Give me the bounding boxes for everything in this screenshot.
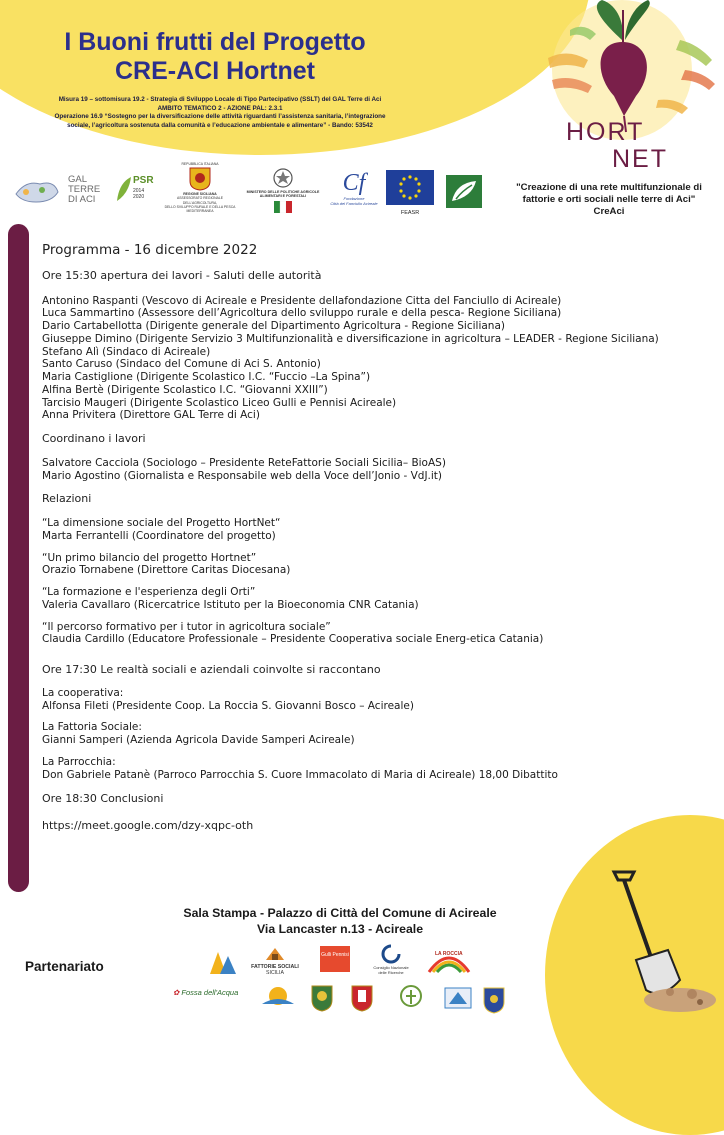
municipal-crest-1 <box>310 982 334 1012</box>
speakers-list <box>42 294 659 423</box>
project-info <box>35 96 405 130</box>
cnr-text: delle Ricerche <box>378 970 404 975</box>
gal-logo-text: DI ACI <box>68 194 96 205</box>
project-info-line: Misura 19 – sottomisura 19.2 - Strategia di Sviluppo Locale di Tipo Partecipativo (SSLT) del GAL Terre di Aci <box>58 96 382 103</box>
partner-logo-tree <box>396 984 426 1012</box>
fossa-dell-acqua-logo <box>173 988 249 997</box>
tagline-line: fattorie e orti sociali nelle terre di Aci" <box>522 194 696 205</box>
speaker-item: Alfina Bertè (Dirigente Scolastico I.C. “Giovanni XXIII”) <box>42 383 328 396</box>
cnr-text: Consiglio Nazionale <box>373 965 409 970</box>
roccia-text: LA ROCCIA <box>435 951 463 957</box>
fossa-text: Fossa dell'Acqua <box>181 988 239 997</box>
brand-hort: HORT <box>566 118 645 146</box>
farm-icon <box>264 946 286 962</box>
conclusion-heading: Ore 18:30 Conclusioni <box>42 792 164 806</box>
meet-link[interactable]: https://meet.google.com/dzy-xqpc-oth <box>42 819 254 832</box>
region-name: REGIONE SICILIANA <box>183 192 217 197</box>
relazioni-heading: Relazioni <box>42 492 92 506</box>
ministry-text: ALIMENTARI E FORESTALI <box>259 194 307 199</box>
page-title-line1: I Buoni frutti del Progetto <box>64 28 366 56</box>
relazione-speaker: Claudia Cardillo (Educatore Professionale – Presidente Cooperativa sociale Energ-etica Catania) <box>42 633 544 646</box>
feasr-text: FEASR <box>400 210 420 216</box>
institutional-logos <box>10 162 500 218</box>
opening-heading: Ore 15:30 apertura dei lavori - Saluti delle autorità <box>42 268 322 282</box>
speaker-item: Giuseppe Dimino (Dirigente Servizio 3 Multifunzionalità e diversificazione in agricoltura – LEADER - Regione Siciliana) <box>42 332 659 345</box>
relazione-speaker: Orazio Tornabene (Direttore Caritas Diocesana) <box>42 564 291 577</box>
feasr-eu-logo <box>386 170 434 216</box>
cnr-logo <box>366 944 416 975</box>
venue-info <box>130 905 550 937</box>
fossa-icon: ✿ <box>173 988 180 997</box>
la-roccia-logo <box>425 948 473 974</box>
gal-logo-text: GAL <box>68 174 88 185</box>
italian-emblem-icon <box>273 168 293 188</box>
cf-name: Città del Fanciullo Acireale <box>330 201 378 206</box>
ministero-logo <box>245 166 321 218</box>
realta-label: La Fattoria Sociale: <box>42 721 142 734</box>
realta-label: La cooperativa: <box>42 686 124 699</box>
brand-net: NET <box>612 145 668 173</box>
venue-line: Sala Stampa - Palazzo di Città del Comune di Acireale <box>183 906 497 920</box>
project-info-line: sociale, l’agricoltura sostenuta dalla comunità e l’educazione ambientale e alimentare” - Bando: 53542 <box>67 121 373 129</box>
speaker-item: Dario Cartabellotta (Dirigente generale del Dipartimento Agricoltura - Regione Siciliana) <box>42 320 505 332</box>
eu-flag-icon <box>386 170 434 205</box>
cnr-icon <box>380 944 402 964</box>
tagline-line: CreAci <box>593 206 625 217</box>
speaker-item: Anna Privitera (Direttore GAL Terre di Aci) <box>42 409 260 422</box>
citta-del-fanciullo-logo <box>326 170 382 214</box>
speaker-item: Tarcisio Maugeri (Dirigente Scolastico Liceo Gulli e Pennisi Acireale) <box>42 396 397 409</box>
relazione-title: “Un primo bilancio del progetto Hortnet” <box>42 551 257 564</box>
gulli-pennisi-logo: Gulli Pennisi <box>320 946 350 972</box>
realta-heading: Ore 17:30 Le realtà sociali e aziendali coinvolte si raccontano <box>42 663 381 676</box>
speaker-item: Luca Sammartino (Assessore dell’Agricoltura dello sviluppo rurale e della pesca- Regione Siciliana) <box>42 307 562 320</box>
municipal-crest-3 <box>482 984 506 1014</box>
cf-letters: Cf <box>342 170 366 196</box>
gal-logo-text: TERRE <box>68 184 101 195</box>
partner-logo-1 <box>206 948 240 978</box>
coordinator-item: Mario Agostino (Giornalista e Responsabile web della Voce dell’Jonio - VdJ.it) <box>42 469 443 482</box>
cf-name: Fondazione <box>343 196 365 201</box>
realta-label: La Parrocchia: <box>42 755 116 768</box>
region-desc: DELLO SVILUPPO RURALE E DELLA PESCA <box>164 204 236 209</box>
coordinator-item: Salvatore Cacciola (Sociologo – Presidente ReteFattorie Sociali Sicilia– BioAS) <box>42 456 446 469</box>
gal-terre-di-aci-logo <box>68 175 112 205</box>
region-desc: MEDITERRANEA <box>186 209 214 214</box>
regione-shield-icon <box>189 167 211 191</box>
partner-logo-school <box>443 984 473 1012</box>
speaker-item: Stefano Alì (Sindaco di Acireale) <box>42 345 211 358</box>
coordinators-heading: Coordinano i lavori <box>42 432 146 445</box>
realta-person: Gianni Samperi (Azienda Agricola Davide Samperi Acireale) <box>42 734 355 746</box>
side-accent-bar <box>8 224 29 892</box>
psr-years: 2014 2020 <box>133 188 145 200</box>
relazione-title: “Il percorso formativo per i tutor in agricoltura sociale” <box>42 620 331 633</box>
relazione-title: “La dimensione sociale del Progetto HortNet“ <box>42 517 281 529</box>
speaker-item: Maria Castiglione (Dirigente Scolastico I.C. “Fuccio –La Spina”) <box>42 371 371 383</box>
project-info-line: AMBITO TEMATICO 2 - AZIONE PAL: 2.3.1 <box>157 104 283 112</box>
partners-heading: Partenariato <box>25 959 104 974</box>
fattorie-text: FATTORIE SOCIALI <box>251 964 299 970</box>
program-content <box>42 242 659 841</box>
realta-person: Alfonsa Fileti (Presidente Coop. La Roccia S. Giovanni Bosco – Acireale) <box>42 699 414 712</box>
shovel-illustration <box>600 868 720 1018</box>
ministry-text: MINISTERO DELLE POLITICHE AGRICOLE <box>246 190 320 194</box>
tagline-line: "Creazione di una rete multifunzionale di <box>516 182 702 193</box>
project-info-line: Operazione 16.9 “Sostegno per la diversificazione delle attività riguardanti l’assistenza sanitaria, l’integrazione <box>54 113 386 121</box>
relazione-title: “La formazione e l'esperienza degli Orti” <box>42 586 256 598</box>
speaker-item: Santo Caruso (Sindaco del Comune di Aci S. Antonio) <box>42 358 321 371</box>
regione-siciliana-logo <box>160 162 240 218</box>
project-tagline <box>505 182 713 218</box>
relazione-speaker: Marta Ferrantelli (Coordinatore del progetto) <box>42 529 276 542</box>
psr-leaf-icon <box>115 175 133 203</box>
leader-logo <box>446 175 482 208</box>
program-heading: Programma - 16 dicembre 2022 <box>42 242 258 258</box>
municipal-crest-2 <box>350 982 374 1012</box>
map-sicily-logo <box>12 174 62 208</box>
region-desc: ASSESSORATO REGIONALE DELL'AGRICOLTURA, <box>176 196 224 205</box>
fattorie-text: SICILIA <box>266 970 284 976</box>
partner-logo-sun <box>258 984 298 1008</box>
venue-line: Via Lancaster n.13 - Acireale <box>256 922 424 936</box>
region-top-text: REPUBBLICA ITALIANA <box>181 162 219 166</box>
psr-text: PSR <box>133 175 154 186</box>
psr-logo <box>115 175 157 207</box>
relazione-speaker: Valeria Cavallaro (Ricercatrice Istituto per la Bioeconomia CNR Catania) <box>42 598 419 611</box>
italian-flag-icon <box>274 201 292 213</box>
speaker-item: Antonino Raspanti (Vescovo di Acireale e Presidente dellafondazione Citta del Fanciullo di Acireale) <box>42 294 562 307</box>
page-title-line2: CRE-ACI Hortnet <box>115 57 315 85</box>
realta-person: Don Gabriele Patanè (Parroco Parrocchia S. Cuore Immacolato di Maria di Acireale) 18,00 Dibattito <box>42 768 558 781</box>
fattorie-sociali-logo <box>246 946 304 976</box>
